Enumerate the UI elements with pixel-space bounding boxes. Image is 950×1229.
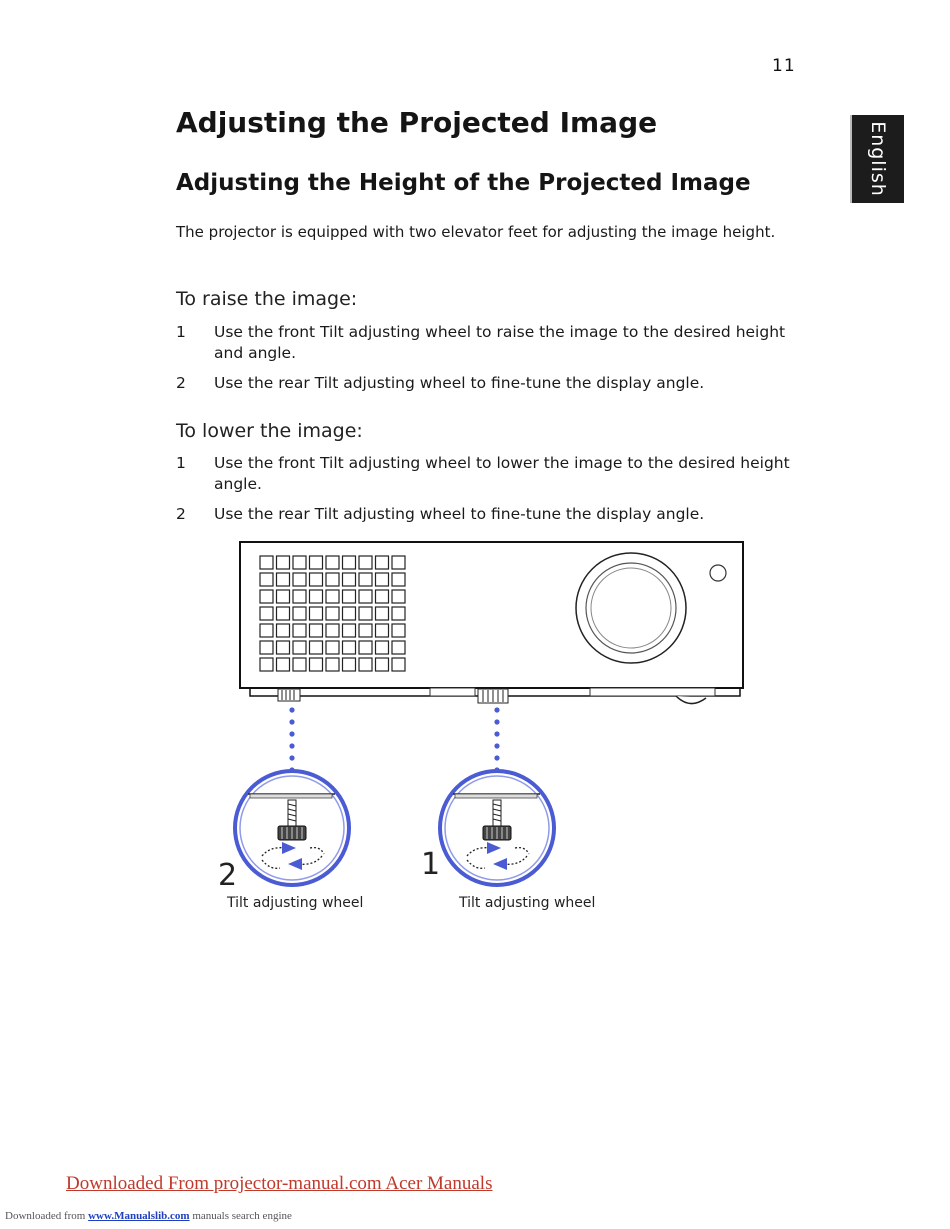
- rear-right-foot: [676, 696, 706, 704]
- vent-slot: [310, 624, 323, 637]
- vent-slot: [277, 556, 290, 569]
- vent-slot: [343, 641, 356, 654]
- footer-note-suffix: manuals search engine: [192, 1210, 292, 1222]
- step-text: Use the rear Tilt adjusting wheel to fine-tune the display angle.: [214, 374, 705, 392]
- vent-slot: [359, 658, 372, 671]
- lower-steps: [176, 453, 796, 534]
- section-title: Adjusting the Height of the Projected Image: [176, 170, 751, 196]
- vent-slot: [326, 556, 339, 569]
- callout-front-number: 1: [421, 847, 441, 882]
- vent-slot: [392, 658, 405, 671]
- vent-slot: [376, 641, 389, 654]
- vent-slot: [343, 573, 356, 586]
- vent-slot: [293, 624, 306, 637]
- vent-slot: [376, 573, 389, 586]
- list-item: [176, 504, 796, 525]
- vent-slot: [359, 590, 372, 603]
- footer-note-prefix: Downloaded from: [5, 1210, 86, 1222]
- base-panel: [430, 688, 475, 696]
- vent-slot: [326, 658, 339, 671]
- vent-slot: [310, 573, 323, 586]
- vent-slot: [376, 590, 389, 603]
- vent-slot: [277, 590, 290, 603]
- list-item: [176, 322, 796, 364]
- rear-elevator-foot: [278, 689, 300, 701]
- ir-sensor: [710, 565, 726, 581]
- front-leader-dots: [494, 707, 499, 772]
- step-text: Use the rear Tilt adjusting wheel to fine-tune the display angle.: [214, 505, 705, 523]
- page-number: 11: [772, 56, 796, 76]
- vent-slot: [392, 590, 405, 603]
- vent-slot: [376, 556, 389, 569]
- vent-slot: [359, 573, 372, 586]
- vent-slot: [343, 658, 356, 671]
- vent-slot: [392, 607, 405, 620]
- step-number: 2: [176, 505, 186, 523]
- vent-slot: [326, 573, 339, 586]
- vent-slot: [277, 624, 290, 637]
- vent-slot: [392, 624, 405, 637]
- projector-illustration: [210, 538, 770, 912]
- vent-slot: [260, 590, 273, 603]
- footer-download-link[interactable]: Downloaded From projector-manual.com Acer Manuals: [66, 1173, 493, 1194]
- vent-slot: [260, 607, 273, 620]
- vent-slot: [293, 607, 306, 620]
- callout-rear-number: 2: [218, 858, 238, 893]
- vent-slot: [376, 624, 389, 637]
- vent-slot: [277, 641, 290, 654]
- step-number: 1: [176, 454, 186, 472]
- raise-heading: To raise the image:: [176, 288, 358, 310]
- vent-slot: [326, 641, 339, 654]
- vent-slot: [343, 624, 356, 637]
- step-text: Use the front Tilt adjusting wheel to raise the image to the desired height and angle.: [214, 323, 786, 362]
- vent-slot: [343, 590, 356, 603]
- intro-paragraph: The projector is equipped with two elevator feet for adjusting the image height.: [176, 223, 776, 241]
- vent-slot: [326, 607, 339, 620]
- vent-slot: [293, 573, 306, 586]
- list-item: [176, 373, 796, 394]
- caption-rear-wheel: Tilt adjusting wheel: [227, 895, 364, 911]
- vent-slot: [376, 658, 389, 671]
- lens-inner-ring: [591, 568, 671, 648]
- vent-slot: [277, 607, 290, 620]
- base-panel: [590, 688, 715, 696]
- vent-slot: [260, 556, 273, 569]
- vent-slot: [260, 573, 273, 586]
- vent-slot: [392, 573, 405, 586]
- vent-slot: [359, 641, 372, 654]
- vent-slot: [359, 556, 372, 569]
- vent-slot: [326, 624, 339, 637]
- vent-slot: [310, 658, 323, 671]
- step-number: 1: [176, 323, 186, 341]
- raise-steps: [176, 322, 796, 403]
- vent-slot: [376, 607, 389, 620]
- caption-front-wheel: Tilt adjusting wheel: [459, 895, 596, 911]
- manualslib-link[interactable]: www.Manualslib.com: [88, 1210, 190, 1222]
- vent-slot: [293, 556, 306, 569]
- vent-slot: [392, 641, 405, 654]
- vent-slot: [343, 607, 356, 620]
- vent-slot: [293, 641, 306, 654]
- vent-grid: [260, 556, 405, 671]
- vent-slot: [310, 556, 323, 569]
- vent-slot: [277, 573, 290, 586]
- step-number: 2: [176, 374, 186, 392]
- footer-note: [5, 1210, 292, 1222]
- vent-slot: [310, 590, 323, 603]
- list-item: [176, 453, 796, 495]
- vent-slot: [293, 658, 306, 671]
- vent-slot: [310, 607, 323, 620]
- projector-diagram-svg: [210, 538, 770, 908]
- vent-slot: [293, 590, 306, 603]
- lower-heading: To lower the image:: [176, 420, 363, 442]
- front-elevator-foot: [478, 689, 508, 703]
- vent-slot: [277, 658, 290, 671]
- vent-slot: [359, 624, 372, 637]
- language-tab: [850, 115, 904, 203]
- rear-wheel-magnifier: [235, 771, 349, 885]
- rear-leader-dots: [289, 707, 294, 772]
- vent-slot: [359, 607, 372, 620]
- vent-slot: [260, 624, 273, 637]
- vent-slot: [310, 641, 323, 654]
- front-wheel-magnifier: [440, 771, 554, 885]
- vent-slot: [392, 556, 405, 569]
- vent-slot: [326, 590, 339, 603]
- vent-slot: [260, 641, 273, 654]
- step-text: Use the front Tilt adjusting wheel to lower the image to the desired height angle.: [214, 454, 790, 493]
- vent-slot: [343, 556, 356, 569]
- vent-slot: [260, 658, 273, 671]
- page-title: Adjusting the Projected Image: [176, 106, 658, 139]
- language-tab-label: English: [867, 121, 889, 197]
